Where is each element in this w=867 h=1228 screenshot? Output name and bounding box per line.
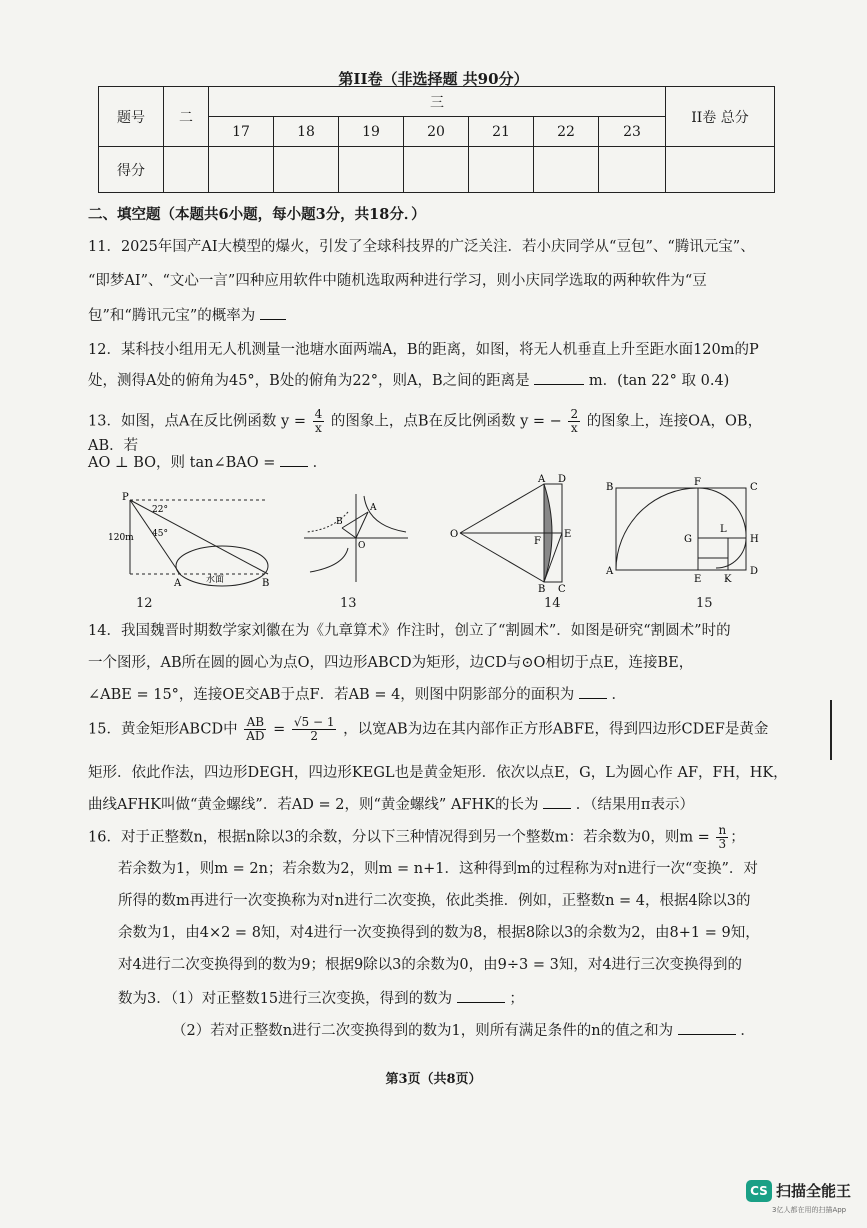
scanner-tagline: 3亿人都在用的扫描App (772, 1206, 847, 1214)
score-cell[interactable] (209, 147, 274, 193)
q13-line2: AO ⊥ BO，则 tan∠BAO = ． (88, 452, 788, 474)
q16-text-7: （2）若对正整数n进行二次变换得到的数为1，则所有满足条件的n的值之和为 (172, 1023, 674, 1039)
q15-text-d: ．（结果用π表示） (575, 797, 694, 813)
fig14-label-B: B (538, 584, 546, 592)
margin-mark (830, 700, 832, 760)
q14-text: ∠ABE = 15°，连接OE交AB于点F．若AB = 4，则图中阴影部分的面积为 (88, 687, 575, 703)
fig14-label-C: C (558, 584, 566, 592)
q14-line1: 14．我国魏晋时期数学家刘徽在为《九章算术》作注时，创立了“割圆术”．如图是研究“割圆术”时的 (88, 623, 731, 639)
q16-line6 (118, 988, 778, 1010)
score-col-18: 18 (274, 117, 339, 147)
fig12-label-A: A (174, 578, 182, 588)
fig15-label-B: B (606, 482, 614, 493)
q11-line2: “即梦AI”、“文心一言”四种应用软件中随机选取两种进行学习，则小庆同学选取的两种软件为“豆 (88, 273, 707, 289)
fig13-label-A: A (370, 503, 377, 513)
q16-line1: 16．对于正整数n，根据n除以3的余数，分以下三种情况得到另一个整数m：若余数为0，则m = $\frac{n}{3}$ ； (88, 823, 745, 851)
fig15-label-H: H (750, 534, 759, 545)
scanner-logo-icon: CS (746, 1180, 772, 1202)
q13-text-a: 13．如图，点A在反比例函数 y = (88, 413, 306, 430)
q15-line2: 矩形．依此作法，四边形DEGH，四边形KEGL也是黄金矩形．依次以点E，G，L为圆心作 AF，FH，HK， (88, 765, 788, 781)
fig14-label-D: D (558, 474, 567, 485)
fig14-label-A: A (538, 474, 546, 485)
fig14-label-E: E (564, 529, 572, 540)
score-cell[interactable] (164, 147, 209, 193)
q13-text-2: AO ⊥ BO，则 tan∠BAO = (88, 455, 276, 471)
figure-15 (604, 476, 764, 588)
page-footer: 第3页（共8页） (385, 1072, 482, 1087)
q16-text-1: 16．对于正整数n，根据n除以3的余数，分以下三种情况得到另一个整数m：若余数为0，则m = (88, 829, 710, 846)
q13-line1 (88, 408, 788, 457)
fig12-label-pond: 水面 (206, 575, 225, 585)
fig12-label-B: B (262, 578, 270, 588)
fig14-label-O: O (450, 529, 459, 540)
fig15-label-D: D (750, 566, 759, 577)
q13-answer-blank[interactable] (280, 452, 308, 467)
q13-fraction-2: $\frac{2}{x}$ (570, 407, 579, 435)
q16-line2: 若余数为1，则m = 2n；若余数为2，则m = n+1．这种得到m的过程称为对n进行一次“变换”．对 (118, 861, 758, 877)
score-cell[interactable] (534, 147, 599, 193)
score-cell[interactable] (666, 147, 775, 193)
q15-fraction-ratio: $\frac{AB}{AD}$ (246, 715, 265, 743)
figure-13 (298, 492, 413, 584)
fig13-label-O: O (358, 541, 366, 551)
q15-text-b: ，以宽AB为边在其内部作正方形ABFE，得到四边形CDEF是黄金 (343, 721, 769, 738)
q15-line3 (88, 794, 788, 816)
q15-fraction-golden: $\frac{√5 - 1}{2}$ (293, 715, 335, 743)
q11-answer-blank[interactable] (260, 305, 286, 320)
q12-text-b: m．(tan 22° 取 0.4) (588, 373, 730, 389)
fig12-label-height: 120m (108, 533, 134, 543)
q14-line3: ∠ABE = 15°，连接OE交AB于点F．若AB = 4，则图中阴影部分的面积为 ． (88, 684, 788, 706)
score-cell[interactable] (404, 147, 469, 193)
q13-text-b: 的图象上，点B在反比例函数 y = − (330, 413, 562, 430)
fig15-label-K: K (724, 574, 732, 585)
figure-14-label: 14 (544, 596, 561, 611)
fig15-label-L: L (720, 524, 727, 535)
q15-text-c: 曲线AFHK叫做“黄金螺线”．若AD = 2，则“黄金螺线” AFHK的长为 (88, 797, 539, 813)
q13-text-c: 的图象上，连接OA，OB，AB．若 (88, 413, 763, 454)
part2-heading: 二、填空题（本题共6小题，每小题3分，共18分．） (88, 206, 426, 223)
score-table (98, 86, 775, 193)
q11-text: 包”和“腾讯元宝”的概率为 (88, 308, 256, 324)
q16-fraction: $\frac{n}{3}$ (718, 823, 727, 851)
score-col-22: 22 (534, 117, 599, 147)
q15-line1 (88, 716, 788, 743)
q12-line2 (88, 370, 788, 392)
q12-answer-blank[interactable] (534, 370, 584, 385)
score-col-19: 19 (339, 117, 404, 147)
score-table-header-er: 二 (164, 87, 209, 147)
fig13-label-B: B (336, 517, 343, 527)
q16-answer-blank-1[interactable] (457, 988, 505, 1003)
q16-line5: 对4进行二次变换得到的数为9；根据9除以3的余数为0，由9÷3 = 3知，对4进行三次变换得到的 (118, 957, 743, 973)
figure-15-label: 15 (696, 596, 713, 611)
q16-line4: 余数为1，由4×2 = 8知，对4进行一次变换得到的数为8，根据8除以3的余数为2，由8+1 = 9知， (118, 925, 760, 941)
score-col-23: 23 (599, 117, 666, 147)
figure-12-label: 12 (136, 596, 153, 611)
q15-answer-blank[interactable] (543, 794, 571, 809)
q16-line3: 所得的数m再进行一次变换称为对n进行二次变换，依此类推．例如，正整数n = 4，根据4除以3的 (118, 893, 751, 909)
score-col-20: 20 (404, 117, 469, 147)
q15-equals: = (273, 721, 286, 738)
q13-fraction-1: $\frac{4}{x}$ (314, 407, 323, 435)
q16-semicolon: ； (509, 991, 524, 1007)
score-cell[interactable] (339, 147, 404, 193)
fig12-angle-22: 22° (152, 505, 168, 515)
score-table-header-san: 三 (209, 87, 666, 117)
score-col-17: 17 (209, 117, 274, 147)
q16-answer-blank-2[interactable] (678, 1020, 736, 1035)
figure-12 (108, 488, 278, 588)
q15-text-a: 15．黄金矩形ABCD中 (88, 721, 238, 738)
fig14-label-F: F (534, 536, 541, 547)
score-cell[interactable] (469, 147, 534, 193)
figure-14 (448, 474, 578, 592)
q11-line3 (88, 305, 788, 327)
score-col-21: 21 (469, 117, 534, 147)
score-cell[interactable] (274, 147, 339, 193)
q12-text-a: 处，测得A处的俯角为45°，B处的俯角为22°，则A，B之间的距离是 (88, 373, 530, 389)
fig12-label-P: P (122, 492, 129, 503)
fig15-label-E: E (694, 574, 702, 585)
scanner-brand-name: 扫描全能王 (776, 1182, 852, 1200)
q16-line7: （2）若对正整数n进行二次变换得到的数为1，则所有满足条件的n的值之和为 ． (172, 1020, 782, 1042)
q11-line1: 11．2025年国产AI大模型的爆火，引发了全球科技界的广泛关注．若小庆同学从“豆包”、“腾讯元宝”、 (88, 239, 755, 255)
fig12-angle-45: 45° (152, 529, 168, 539)
figure-13-label: 13 (340, 596, 357, 611)
q14-line2: 一个图形，AB所在圆的圆心为点O，四边形ABCD为矩形，边CD与⊙O相切于点E，连接BE， (88, 655, 694, 671)
q12-line1: 12．某科技小组用无人机测量一池塘水面两端A，B的距离，如图，将无人机垂直上升至距水面120m的P (88, 342, 759, 358)
fig15-label-A: A (606, 566, 614, 577)
score-table-header-total: II卷 总分 (666, 87, 775, 147)
q16-text-6: 数为3．（1）对正整数15进行三次变换，得到的数为 (118, 991, 453, 1007)
score-cell[interactable] (599, 147, 666, 193)
section-title: 第II卷（非选择题 共90分） (338, 70, 529, 88)
fig15-label-G: G (684, 534, 692, 545)
score-table-header-tihao: 题号 (99, 87, 164, 147)
fig15-label-C: C (750, 482, 758, 493)
q14-answer-blank[interactable] (579, 684, 607, 699)
fig15-label-F: F (694, 477, 701, 488)
score-row-defen: 得分 (99, 147, 164, 193)
